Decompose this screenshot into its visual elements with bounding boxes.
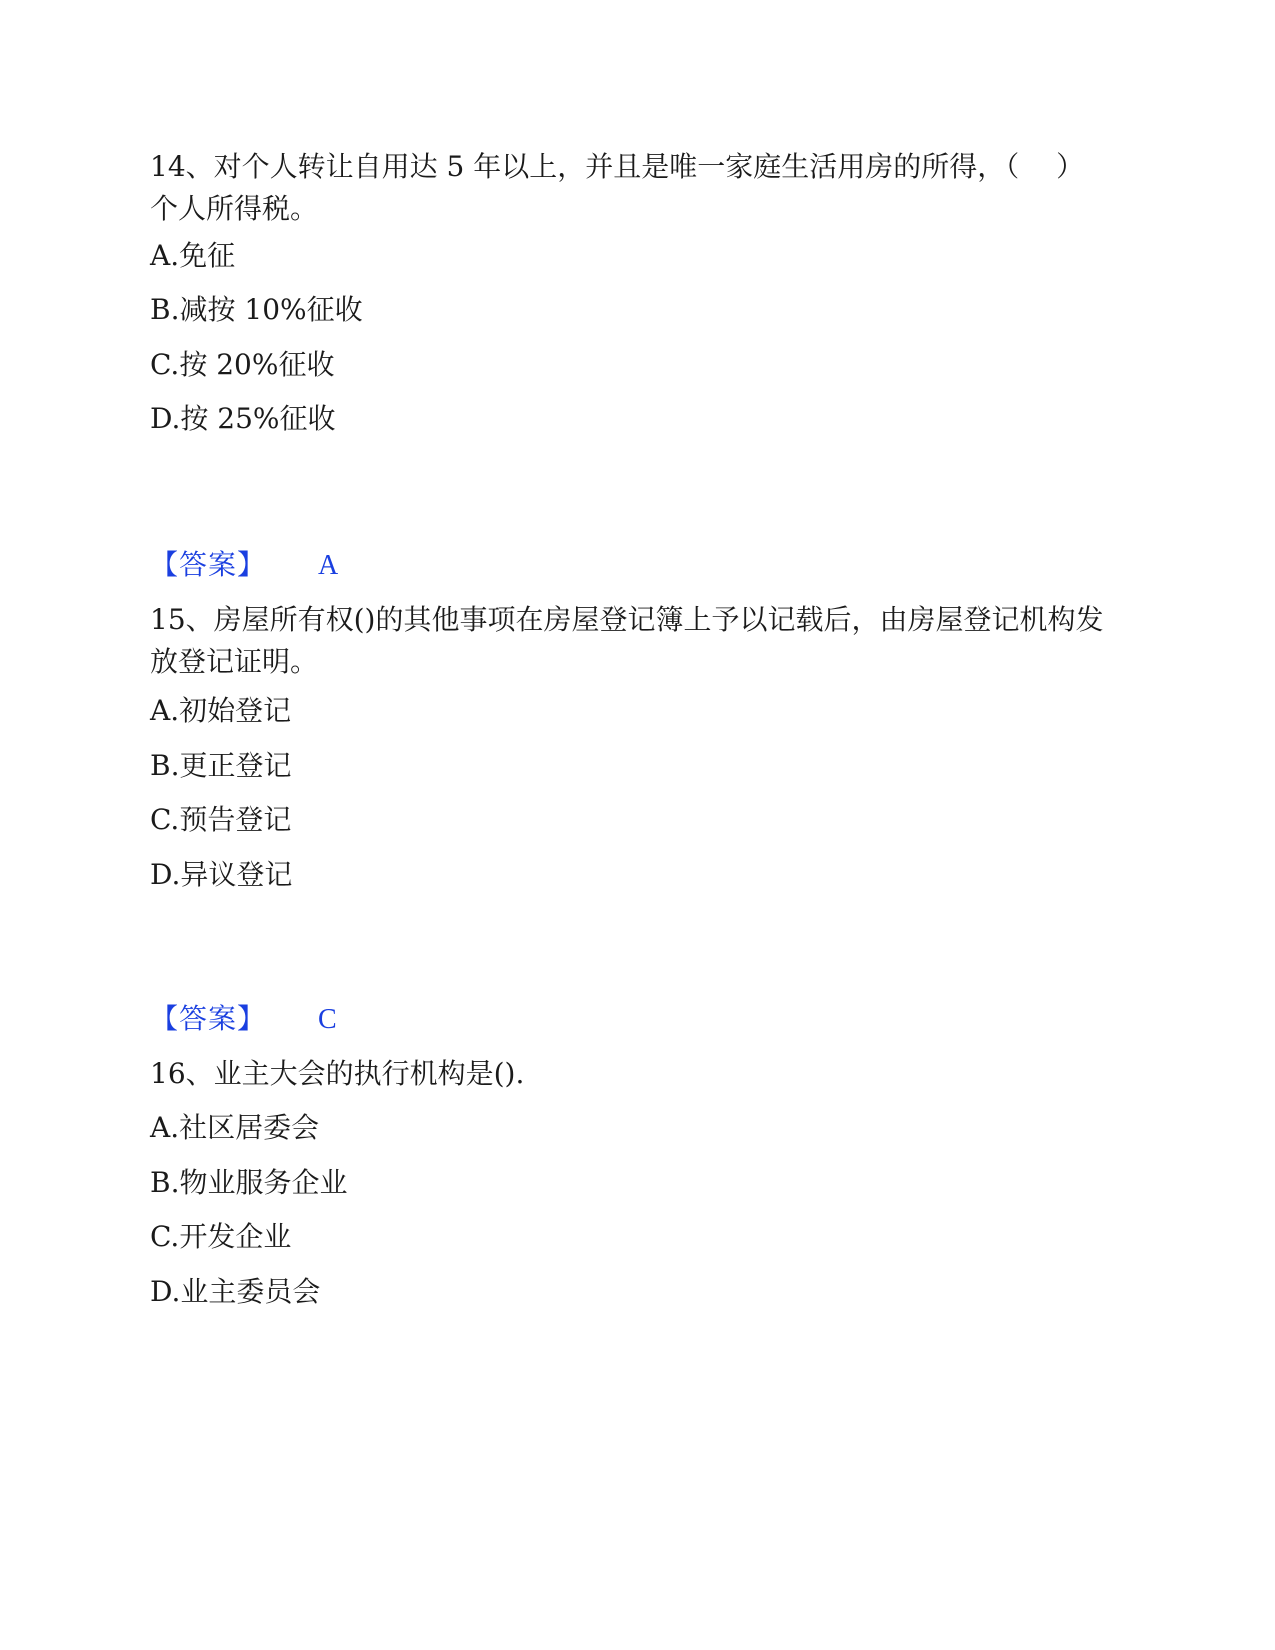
question-16-option-a: A.社区居委会 — [150, 1111, 320, 1144]
question-14-option-b: B.减按 10%征收 — [150, 293, 363, 326]
question-15-option-a: A.初始登记 — [150, 694, 292, 727]
answer-label: 【答案】 — [150, 1002, 267, 1035]
question-15-option-c: C.预告登记 — [150, 803, 292, 836]
question-16-stem: 16、业主大会的执行机构是(). — [150, 1057, 525, 1090]
answer-value: C — [318, 1004, 337, 1035]
question-14-option-a: A.免征 — [150, 239, 236, 272]
question-16-option-d: D.业主委员会 — [150, 1275, 321, 1308]
question-14-option-d: D.按 25%征收 — [150, 402, 336, 435]
question-15-answer — [150, 999, 337, 1040]
question-14-option-c: C.按 20%征收 — [150, 348, 335, 381]
question-14-stem: 14、对个人转让自用达 5 年以上，并且是唯一家庭生活用房的所得，（ ）个人所得税。 — [150, 150, 1085, 225]
question-16-option-b: B.物业服务企业 — [150, 1166, 348, 1199]
answer-label: 【答案】 — [150, 548, 267, 581]
question-15-stem: 15、房屋所有权()的其他事项在房屋登记簿上予以记载后，由房屋登记机构发放登记证明。 — [150, 603, 1104, 678]
question-16-option-c: C.开发企业 — [150, 1220, 292, 1253]
question-15-option-b: B.更正登记 — [150, 749, 292, 782]
question-14-answer — [150, 545, 338, 586]
answer-value: A — [318, 550, 339, 581]
question-15-option-d: D.异议登记 — [150, 858, 293, 891]
